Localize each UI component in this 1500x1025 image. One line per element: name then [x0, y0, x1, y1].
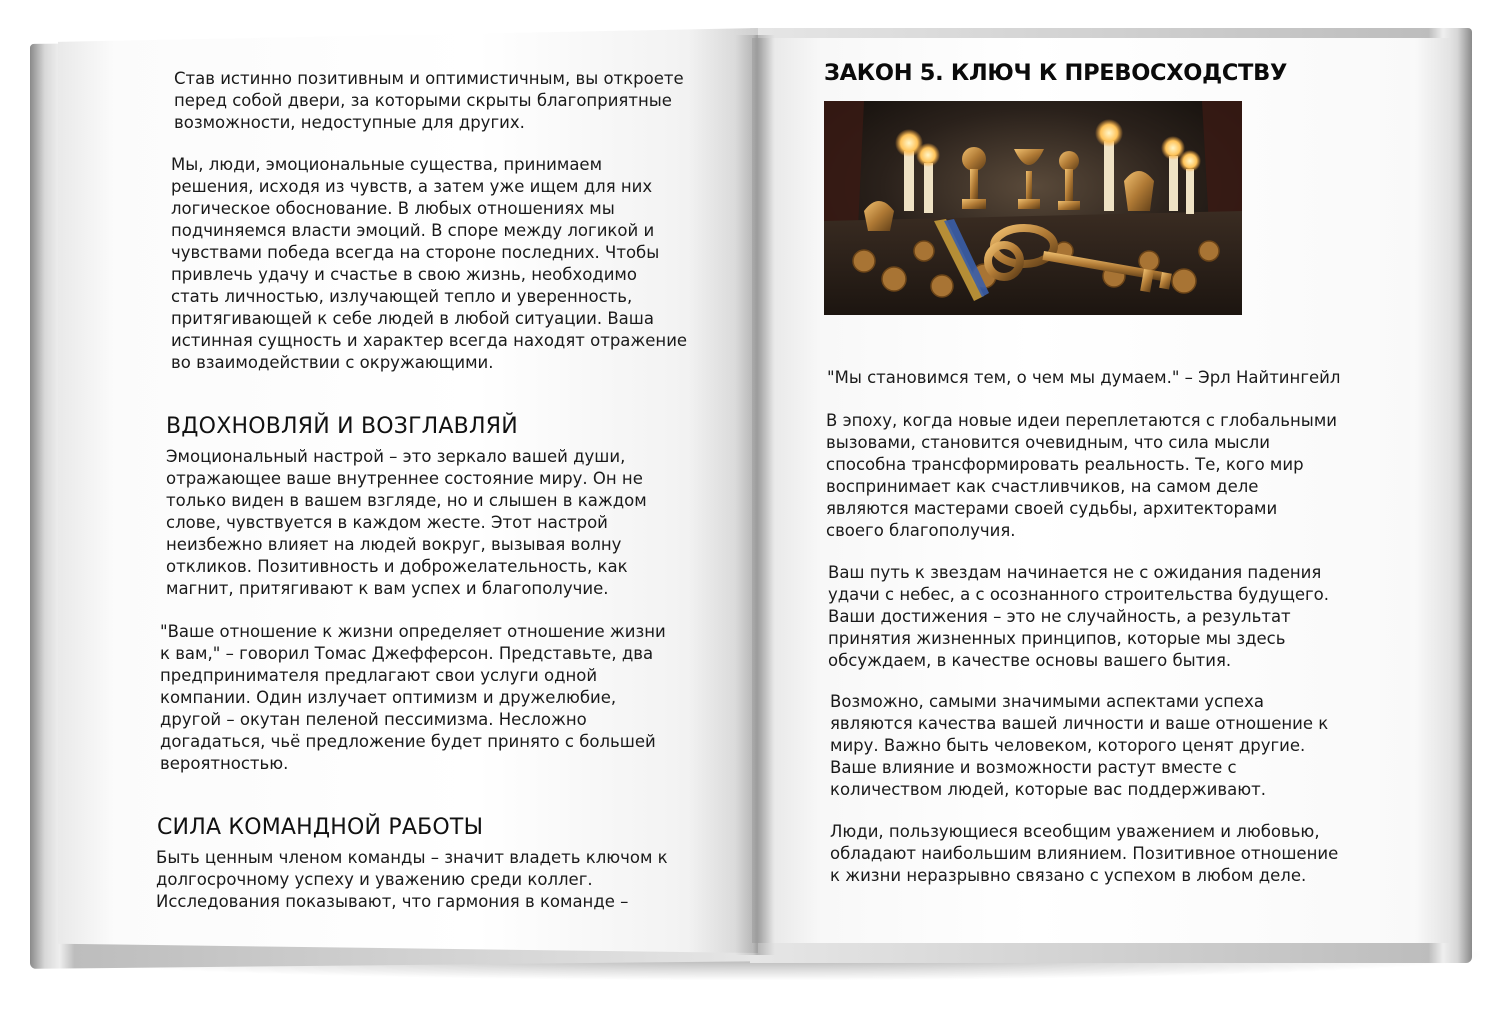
- chapter-title: ЗАКОН 5. КЛЮЧ К ПРЕВОСХОДСТВУ: [824, 60, 1287, 86]
- mood-paragraph: [166, 446, 647, 600]
- text-line: количеством людей, которые вас поддерживают.: [830, 780, 1266, 799]
- text-line: Мы, люди, эмоциональные существа, принимаем: [171, 155, 603, 174]
- text-line: Ваш путь к звездам начинается не с ожидания падения: [828, 563, 1322, 582]
- text-line: стать личностью, излучающей тепло и уверенность,: [171, 287, 633, 306]
- text-line: слове, чувствуется в каждом жесте. Этот настрой: [166, 513, 608, 532]
- nightingale-quote: "Мы становимся тем, о чем мы думаем." – Эрл Найтингейл: [827, 368, 1341, 387]
- text-line: Ваши достижения – это не случайность, а результат: [828, 607, 1291, 626]
- text-line: откликов. Позитивность и доброжелательность, как: [166, 557, 628, 576]
- respect-paragraph: [830, 821, 1338, 887]
- text-line: обсуждаем, в качестве основы вашего бытия.: [828, 651, 1232, 670]
- text-line: удачи с небес, а с осознанного строительства будущего.: [828, 585, 1330, 604]
- text-line: обладают наибольшим влиянием. Позитивное отношение: [830, 844, 1339, 863]
- text-line: воспринимает как счастливчиков, на самом деле: [826, 477, 1259, 496]
- text-line: возможности, недоступные для других.: [174, 113, 525, 132]
- jefferson-paragraph: [160, 621, 666, 775]
- era-paragraph: [826, 410, 1337, 542]
- text-line: решения, исходя из чувств, а затем уже ищем для них: [171, 177, 653, 196]
- text-line: Исследования показывают, что гармония в команде –: [156, 892, 629, 911]
- text-line: притягивающей к себе людей в любой ситуации. Ваша: [171, 309, 655, 328]
- text-line: вызовами, становится очевидным, что сила мысли: [826, 433, 1270, 452]
- text-line: истинная сущность и характер всегда находят отражение: [171, 331, 688, 350]
- heading-team: СИЛА КОМАНДНОЙ РАБОТЫ: [157, 815, 484, 840]
- team-paragraph: [156, 847, 668, 913]
- text-line: перед собой двери, за которыми скрыты благоприятные: [174, 91, 672, 110]
- text-line: принятия жизненных принципов, которые мы здесь: [828, 629, 1286, 648]
- text-line: Став истинно позитивным и оптимистичным, вы откроете: [174, 69, 684, 88]
- text-line: являются качества вашей личности и ваше отношение к: [830, 714, 1329, 733]
- text-line: неизбежно влияет на людей вокруг, вызывая волну: [166, 535, 622, 554]
- text-line: во взаимодействии с окружающими.: [171, 353, 494, 372]
- qualities-paragraph: [830, 691, 1328, 801]
- emotions-paragraph: [171, 154, 687, 374]
- book-gutter: [735, 35, 775, 955]
- text-line: только виден в вашем взгляде, но и слышен в каждом: [166, 491, 647, 510]
- trophy-key-illustration: [824, 101, 1242, 315]
- path-paragraph: [828, 562, 1329, 672]
- text-line: к жизни неразрывно связано с успехом в любом деле.: [830, 866, 1307, 885]
- text-line: Люди, пользующиеся всеобщим уважением и любовью,: [830, 822, 1320, 841]
- text-line: "Ваше отношение к жизни определяет отношение жизни: [160, 622, 666, 641]
- text-line: логическое обоснование. В любых отношениях мы: [171, 199, 615, 218]
- text-line: чувствами победа всегда на стороне последних. Чтобы: [171, 243, 660, 262]
- text-line: догадаться, чьё предложение будет принято с большей: [160, 732, 656, 751]
- intro-paragraph: [174, 68, 684, 134]
- text-line: к вам," – говорил Томас Джефферсон. Представьте, два: [160, 644, 654, 663]
- chapter-illustration: [824, 101, 1242, 315]
- text-line: подчиняемся власти эмоций. В споре между логикой и: [171, 221, 655, 240]
- text-line: отражающее ваше внутреннее состояние миру. Он не: [166, 469, 643, 488]
- text-line: компании. Один излучает оптимизм и дружелюбие,: [160, 688, 617, 707]
- text-line: Эмоциональный настрой – это зеркало вашей души,: [166, 447, 626, 466]
- heading-inspire: ВДОХНОВЛЯЙ И ВОЗГЛАВЛЯЙ: [166, 414, 518, 439]
- text-line: являются мастерами своей судьбы, архитекторами: [826, 499, 1278, 518]
- text-line: В эпоху, когда новые идеи переплетаются с глобальными: [826, 411, 1337, 430]
- text-line: Быть ценным членом команды – значит владеть ключом к: [156, 848, 668, 867]
- text-line: Ваше влияние и возможности растут вместе с: [830, 758, 1237, 777]
- text-line: Возможно, самыми значимыми аспектами успеха: [830, 692, 1264, 711]
- text-line: привлечь удачу и счастье в свою жизнь, необходимо: [171, 265, 637, 284]
- text-line: способна трансформировать реальность. Те, кого мир: [826, 455, 1304, 474]
- text-line: долгосрочному успеху и уважению среди коллег.: [156, 870, 593, 889]
- text-line: своего благополучия.: [826, 521, 1016, 540]
- text-line: магнит, притягивают к вам успех и благополучие.: [166, 579, 609, 598]
- text-line: предпринимателя предлагают свои услуги одной: [160, 666, 598, 685]
- text-line: миру. Важно быть человеком, которого ценят другие.: [830, 736, 1306, 755]
- text-line: другой – окутан пеленой пессимизма. Несложно: [160, 710, 587, 729]
- text-line: вероятностью.: [160, 754, 289, 773]
